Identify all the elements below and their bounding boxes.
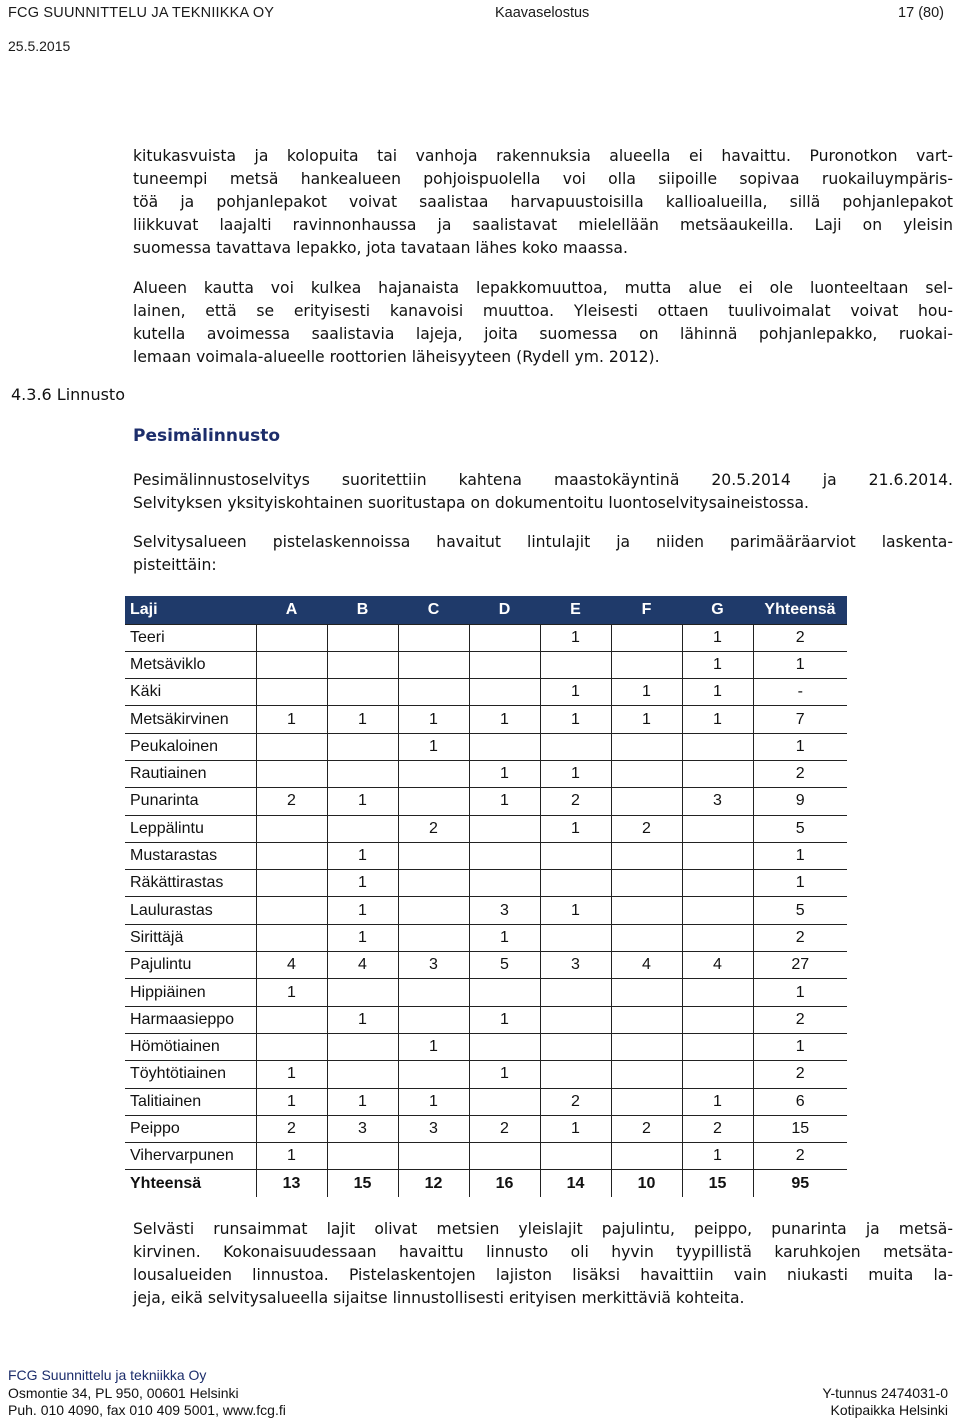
footer-domicile: Kotipaikka Helsinki	[830, 1402, 948, 1418]
text-line: Selvitysalueen pistelaskennoissa havaitut lintulajit ja niiden parimääräarviot laskenta-	[133, 533, 953, 551]
count-cell	[682, 842, 753, 869]
count-cell: 1	[256, 1088, 327, 1115]
count-cell	[682, 979, 753, 1006]
count-cell	[469, 1088, 540, 1115]
count-cell	[398, 788, 469, 815]
count-cell: 1	[540, 706, 611, 733]
table-row	[125, 651, 847, 678]
count-cell: 1	[327, 897, 398, 924]
count-cell	[256, 842, 327, 869]
table-row	[125, 788, 847, 815]
count-cell: 1	[327, 870, 398, 897]
header-document-title: Kaavaselostus	[495, 5, 590, 21]
species-name-cell: Rautiainen	[125, 760, 256, 787]
footer-contact: Puh. 010 4090, fax 010 409 5001, www.fcg.fi	[8, 1402, 286, 1418]
count-cell: 2	[540, 1088, 611, 1115]
species-name-cell: Hömötiainen	[125, 1033, 256, 1060]
table-row	[125, 870, 847, 897]
count-cell	[469, 870, 540, 897]
total-cell: 13	[256, 1170, 327, 1197]
count-cell: 1	[753, 842, 847, 869]
count-cell	[682, 1033, 753, 1060]
count-cell: 1	[398, 706, 469, 733]
text-line: kutella avoimessa saalistavia lajeja, joita suomessa on lähinnä pohjanlepakko, ruokai-	[133, 325, 953, 343]
count-cell: 1	[327, 1088, 398, 1115]
count-cell	[256, 1006, 327, 1033]
count-cell	[540, 1033, 611, 1060]
table-header-row	[125, 596, 847, 624]
count-cell	[469, 842, 540, 869]
count-cell	[611, 788, 682, 815]
total-cell: 16	[469, 1170, 540, 1197]
count-cell	[682, 733, 753, 760]
table-row	[125, 1061, 847, 1088]
count-cell: 1	[469, 706, 540, 733]
count-cell: 1	[753, 870, 847, 897]
total-cell: 10	[611, 1170, 682, 1197]
count-cell: 1	[256, 706, 327, 733]
total-cell: 95	[753, 1170, 847, 1197]
count-cell: 1	[469, 1061, 540, 1088]
species-name-cell: Sirittäjä	[125, 924, 256, 951]
count-cell: 1	[540, 1115, 611, 1142]
count-cell	[611, 624, 682, 651]
footer-business-id: Y-tunnus 2474031-0	[822, 1385, 948, 1401]
species-name-cell: Metsäviklo	[125, 651, 256, 678]
table-header-cell: D	[469, 596, 540, 624]
count-cell: 3	[540, 952, 611, 979]
species-name-cell: Metsäkirvinen	[125, 706, 256, 733]
count-cell	[611, 870, 682, 897]
count-cell: 1	[327, 924, 398, 951]
count-cell	[398, 760, 469, 787]
text-line: kirvinen. Kokonaisuudessaan havaittu linnusto oli hyvin tyypillistä karuhkojen metsäta-	[133, 1243, 953, 1261]
table-header-cell: C	[398, 596, 469, 624]
count-cell: 1	[540, 815, 611, 842]
count-cell: 4	[611, 952, 682, 979]
species-name-cell: Käki	[125, 679, 256, 706]
table-row	[125, 952, 847, 979]
count-cell	[327, 1033, 398, 1060]
count-cell: 1	[753, 979, 847, 1006]
table-header-cell: Yhteensä	[753, 596, 847, 624]
species-name-cell: Hippiäinen	[125, 979, 256, 1006]
count-cell	[398, 1143, 469, 1170]
count-cell	[398, 651, 469, 678]
count-cell: 6	[753, 1088, 847, 1115]
count-cell	[469, 651, 540, 678]
count-cell: 1	[540, 624, 611, 651]
table-row	[125, 897, 847, 924]
count-cell: 5	[753, 897, 847, 924]
count-cell: 2	[256, 788, 327, 815]
paragraph-survey-dates	[133, 469, 953, 515]
table-row	[125, 760, 847, 787]
text-line: lainen, että se erityisesti kanavoisi muuttoa. Yleisesti ottaen tuulivoimalat voivat hou-	[133, 302, 953, 320]
count-cell: 1	[682, 624, 753, 651]
count-cell	[256, 897, 327, 924]
count-cell: 1	[753, 733, 847, 760]
count-cell	[540, 924, 611, 951]
count-cell	[469, 815, 540, 842]
section-heading-linnusto: 4.3.6 Linnusto	[11, 385, 125, 404]
bird-count-table	[125, 596, 847, 1197]
count-cell	[611, 651, 682, 678]
table-header-cell: A	[256, 596, 327, 624]
count-cell	[682, 897, 753, 924]
text-line: Selvästi runsaimmat lajit olivat metsien yleislajit pajulintu, peippo, punarinta ja metsä-	[133, 1220, 953, 1238]
table-header-cell: Laji	[125, 596, 256, 624]
count-cell	[540, 1006, 611, 1033]
count-cell: 2	[611, 1115, 682, 1142]
total-cell: 15	[327, 1170, 398, 1197]
total-cell: 12	[398, 1170, 469, 1197]
table-row	[125, 624, 847, 651]
species-name-cell: Räkättirastas	[125, 870, 256, 897]
count-cell	[327, 979, 398, 1006]
count-cell	[256, 651, 327, 678]
count-cell: 1	[753, 1033, 847, 1060]
count-cell	[611, 733, 682, 760]
table-row	[125, 679, 847, 706]
text-line: lemaan voimala-alueelle roottorien läheisyyteen (Rydell ym. 2012).	[133, 348, 660, 366]
count-cell: 1	[682, 1143, 753, 1170]
count-cell	[611, 760, 682, 787]
count-cell	[327, 760, 398, 787]
count-cell: 1	[540, 897, 611, 924]
count-cell	[469, 733, 540, 760]
count-cell	[611, 1088, 682, 1115]
table-row	[125, 733, 847, 760]
count-cell	[469, 979, 540, 1006]
species-name-cell: Harmaasieppo	[125, 1006, 256, 1033]
count-cell	[256, 924, 327, 951]
count-cell: 1	[469, 760, 540, 787]
count-cell: 2	[753, 760, 847, 787]
text-line: kitukasvuista ja kolopuita tai vanhoja rakennuksia alueella ei havaittu. Puronotkon vart-	[133, 147, 953, 165]
count-cell	[398, 1006, 469, 1033]
count-cell: 2	[753, 624, 847, 651]
count-cell	[540, 979, 611, 1006]
count-cell	[398, 624, 469, 651]
count-cell: 2	[256, 1115, 327, 1142]
count-cell: 1	[682, 651, 753, 678]
count-cell	[398, 679, 469, 706]
text-line: Pesimälinnustoselvitys suoritettiin kahtena maastokäyntinä 20.5.2014 ja 21.6.2014.	[133, 471, 953, 489]
count-cell: 1	[469, 924, 540, 951]
table-header-cell: G	[682, 596, 753, 624]
species-name-cell: Talitiainen	[125, 1088, 256, 1115]
text-line: lousalueiden linnustoa. Pistelaskentojen lajiston lisäksi havaittiin vain niukasti muita la-	[133, 1266, 953, 1284]
count-cell: 1	[682, 706, 753, 733]
count-cell: 1	[469, 788, 540, 815]
count-cell	[611, 1006, 682, 1033]
count-cell	[540, 733, 611, 760]
count-cell: 1	[682, 679, 753, 706]
text-line: töä ja pohjanlepakot voivat saalistaa harvapuustoisilla kallioalueilla, sillä pohjanlepakot	[133, 193, 953, 211]
count-cell: 1	[469, 1006, 540, 1033]
count-cell	[398, 924, 469, 951]
footer-address: Osmontie 34, PL 950, 00601 Helsinki	[8, 1385, 239, 1401]
count-cell: 1	[327, 788, 398, 815]
count-cell: 1	[611, 706, 682, 733]
count-cell: 1	[256, 1061, 327, 1088]
count-cell	[611, 842, 682, 869]
table-row	[125, 815, 847, 842]
text-line: pisteittäin:	[133, 556, 217, 574]
table-row	[125, 706, 847, 733]
count-cell	[398, 897, 469, 924]
count-cell	[327, 679, 398, 706]
count-cell	[682, 870, 753, 897]
count-cell	[540, 1061, 611, 1088]
count-cell: 1	[540, 760, 611, 787]
count-cell: 1	[753, 651, 847, 678]
count-cell	[469, 679, 540, 706]
count-cell: 3	[398, 1115, 469, 1142]
count-cell: 2	[540, 788, 611, 815]
table-header-cell: B	[327, 596, 398, 624]
count-cell	[611, 1143, 682, 1170]
text-line: liikkuvat laajalti ravinnonhaussa ja saalistavat mielellään metsäaukeilla. Laji on yleisin	[133, 216, 953, 234]
total-cell: 14	[540, 1170, 611, 1197]
count-cell	[469, 1033, 540, 1060]
count-cell: 3	[469, 897, 540, 924]
count-cell: 1	[540, 679, 611, 706]
count-cell	[398, 842, 469, 869]
count-cell: 15	[753, 1115, 847, 1142]
table-row	[125, 924, 847, 951]
count-cell	[682, 815, 753, 842]
table-row	[125, 979, 847, 1006]
table-row	[125, 1006, 847, 1033]
species-name-cell: Mustarastas	[125, 842, 256, 869]
species-name-cell: Punarinta	[125, 788, 256, 815]
count-cell	[682, 1061, 753, 1088]
footer-company: FCG Suunnittelu ja tekniikka Oy	[8, 1367, 207, 1383]
table-header-cell: F	[611, 596, 682, 624]
species-name-cell: Leppälintu	[125, 815, 256, 842]
count-cell	[611, 897, 682, 924]
count-cell	[327, 1143, 398, 1170]
count-cell	[256, 733, 327, 760]
count-cell	[682, 760, 753, 787]
table-row	[125, 1115, 847, 1142]
paragraph-table-intro	[133, 531, 953, 577]
count-cell: 5	[469, 952, 540, 979]
count-cell: 2	[753, 1061, 847, 1088]
species-name-cell: Peippo	[125, 1115, 256, 1142]
count-cell	[682, 1006, 753, 1033]
header-page-number: 17 (80)	[898, 5, 944, 21]
count-cell	[327, 624, 398, 651]
count-cell: 2	[753, 1006, 847, 1033]
count-cell	[327, 815, 398, 842]
count-cell	[327, 1061, 398, 1088]
count-cell	[611, 924, 682, 951]
count-cell	[256, 679, 327, 706]
count-cell: 2	[398, 815, 469, 842]
count-cell: 4	[682, 952, 753, 979]
species-name-cell: Teeri	[125, 624, 256, 651]
count-cell	[327, 651, 398, 678]
footer-contact-line	[8, 1402, 952, 1418]
text-line: jeja, eikä selvitysalueella sijaitse linnustollisesti erityisen merkittäviä kohteita.	[133, 1289, 745, 1307]
count-cell	[611, 1061, 682, 1088]
table-row	[125, 1088, 847, 1115]
count-cell	[540, 870, 611, 897]
count-cell: 1	[682, 1088, 753, 1115]
count-cell: 2	[469, 1115, 540, 1142]
paragraph-bat-migration	[133, 277, 953, 369]
count-cell	[327, 733, 398, 760]
count-cell	[469, 624, 540, 651]
count-cell: 1	[256, 979, 327, 1006]
count-cell	[682, 924, 753, 951]
total-cell: 15	[682, 1170, 753, 1197]
count-cell	[540, 842, 611, 869]
table-row	[125, 842, 847, 869]
count-cell	[611, 1033, 682, 1060]
count-cell: 1	[398, 733, 469, 760]
count-cell	[398, 1061, 469, 1088]
table-row	[125, 1143, 847, 1170]
footer-address-line	[8, 1385, 952, 1401]
header-company: FCG SUUNNITTELU JA TEKNIIKKA OY	[8, 5, 275, 21]
count-cell	[256, 760, 327, 787]
count-cell: 1	[611, 679, 682, 706]
count-cell: -	[753, 679, 847, 706]
species-name-cell: Vihervarpunen	[125, 1143, 256, 1170]
count-cell	[540, 1143, 611, 1170]
count-cell	[256, 624, 327, 651]
paragraph-conclusion	[133, 1218, 953, 1310]
count-cell: 2	[682, 1115, 753, 1142]
text-line: Selvityksen yksityiskohtainen suoritustapa on dokumentoitu luontoselvitysaineistossa.	[133, 494, 810, 512]
total-cell: Yhteensä	[125, 1170, 256, 1197]
count-cell	[256, 1033, 327, 1060]
count-cell	[611, 979, 682, 1006]
count-cell: 1	[398, 1088, 469, 1115]
table-total-row	[125, 1170, 847, 1197]
table-header-cell: E	[540, 596, 611, 624]
species-name-cell: Pajulintu	[125, 952, 256, 979]
paragraph-bats-habitat	[133, 145, 953, 260]
count-cell: 2	[611, 815, 682, 842]
count-cell: 27	[753, 952, 847, 979]
count-cell: 2	[753, 924, 847, 951]
text-line: tuneempi metsä hankealueen pohjoispuolella voi olla siipoille sopivaa ruokailuympäris-	[133, 170, 953, 188]
count-cell: 1	[256, 1143, 327, 1170]
count-cell: 1	[327, 842, 398, 869]
count-cell: 2	[753, 1143, 847, 1170]
count-cell: 1	[327, 706, 398, 733]
table-row	[125, 1033, 847, 1060]
count-cell: 4	[256, 952, 327, 979]
count-cell: 5	[753, 815, 847, 842]
count-cell	[398, 870, 469, 897]
subheading-pesimalinnusto: Pesimälinnusto	[133, 426, 281, 446]
text-line: Alueen kautta voi kulkea hajanaista lepakkomuuttoa, mutta alue ei ole luonteeltaan sel-	[133, 279, 953, 297]
count-cell	[540, 651, 611, 678]
count-cell	[256, 815, 327, 842]
count-cell: 1	[327, 1006, 398, 1033]
count-cell	[398, 979, 469, 1006]
count-cell	[256, 870, 327, 897]
species-name-cell: Peukaloinen	[125, 733, 256, 760]
text-line: suomessa tavattava lepakko, jota tavataan lähes koko maassa.	[133, 239, 628, 257]
count-cell: 1	[398, 1033, 469, 1060]
count-cell: 3	[682, 788, 753, 815]
count-cell: 3	[398, 952, 469, 979]
species-name-cell: Laulurastas	[125, 897, 256, 924]
count-cell: 3	[327, 1115, 398, 1142]
count-cell: 9	[753, 788, 847, 815]
header-date: 25.5.2015	[8, 38, 71, 54]
count-cell: 4	[327, 952, 398, 979]
species-name-cell: Töyhtötiainen	[125, 1061, 256, 1088]
count-cell	[469, 1143, 540, 1170]
count-cell: 7	[753, 706, 847, 733]
